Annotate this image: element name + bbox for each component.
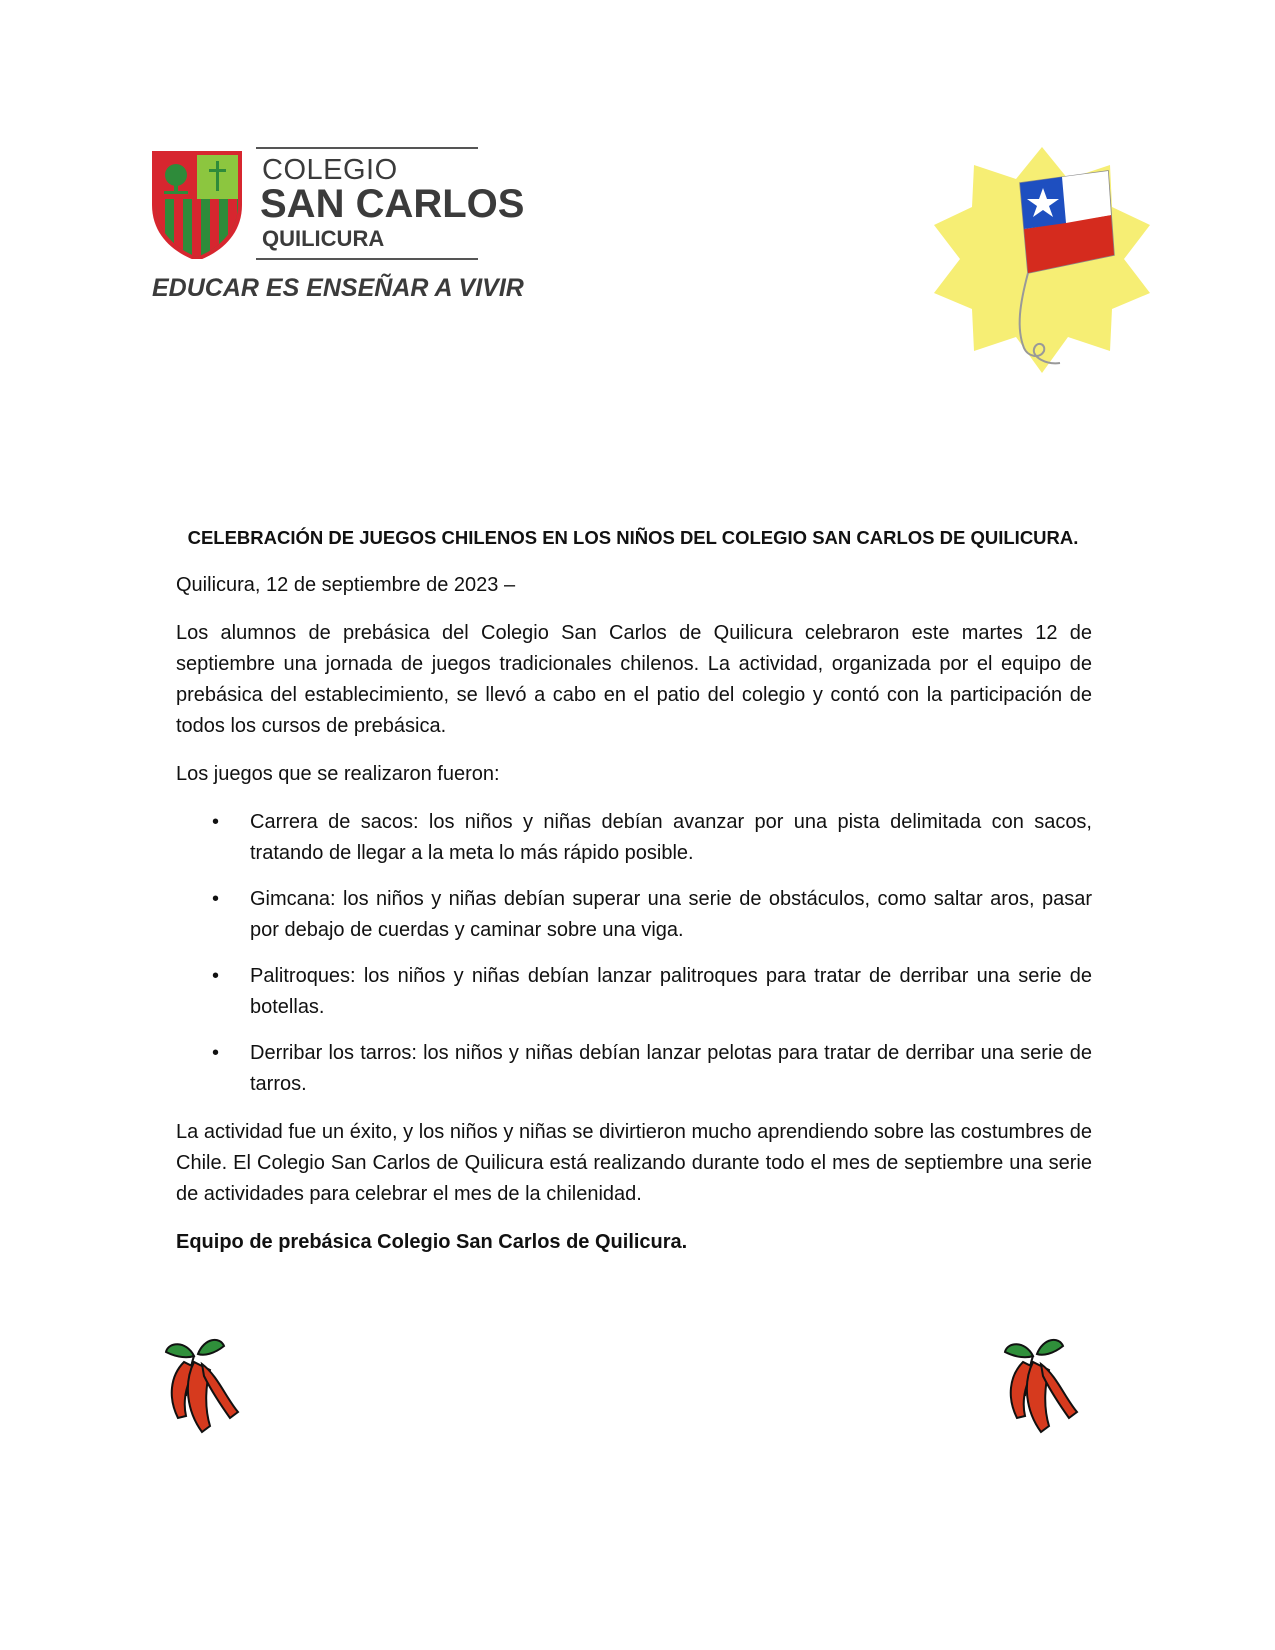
intro-paragraph: Los alumnos de prebásica del Colegio San Carlos de Quilicura celebraron este martes 12 de septiembre una jornada de juegos tradicionales chilenos. La actividad, organizada por el equipo de prebásica del establecimiento, se llevó a cabo en el patio del colegio y contó con la participación de todos los cursos de prebásica. [176,622,1092,737]
logo-rule [256,147,478,149]
list-item: • Gimcana: los niños y niñas debían superar una serie de obstáculos, como saltar aros, pasar por debajo de cuerdas y caminar sobre una viga. [250,884,1092,946]
closing-paragraph: La actividad fue un éxito, y los niños y niñas se divirtieron mucho aprendiendo sobre las costumbres de Chile. El Colegio San Carlos de Quilicura está realizando durante todo el mes de septiembre una serie de actividades para celebrar el mes de la chilenidad. [176,1121,1092,1205]
list-item: • Palitroques: los niños y niñas debían lanzar palitroques para tratar de derribar una serie de botellas. [250,961,1092,1023]
games-list [176,807,1092,1100]
school-logo [152,144,525,304]
games-intro: Los juegos que se realizaron fueron: [176,763,500,785]
school-shield-icon [152,149,242,259]
list-item: • Derribar los tarros: los niños y niñas debían lanzar pelotas para tratar de derribar una serie de tarros. [250,1038,1092,1100]
logo-text-colegio: COLEGIO [262,154,398,186]
logo-text-san-carlos: SAN CARLOS [260,182,525,226]
copihue-flower-icon [164,1336,250,1448]
article-title: CELEBRACIÓN DE JUEGOS CHILENOS EN LOS NIÑOS DEL COLEGIO SAN CARLOS DE QUILICURA. [187,527,1079,548]
dateline: Quilicura, 12 de septiembre de 2023 – [176,574,516,596]
signature: Equipo de prebásica Colegio San Carlos de Quilicura. [176,1231,688,1253]
logo-rule [256,258,478,260]
article [176,522,1092,1275]
school-motto: EDUCAR ES ENSEÑAR A VIVIR [152,274,524,302]
list-item: • Carrera de sacos: los niños y niñas debían avanzar por una pista delimitada con sacos, tratando de llegar a la meta lo más rápido posible. [250,807,1092,869]
copihue-flower-icon [1003,1336,1089,1448]
logo-text-quilicura: QUILICURA [262,226,385,251]
chile-kite-icon [928,143,1156,383]
